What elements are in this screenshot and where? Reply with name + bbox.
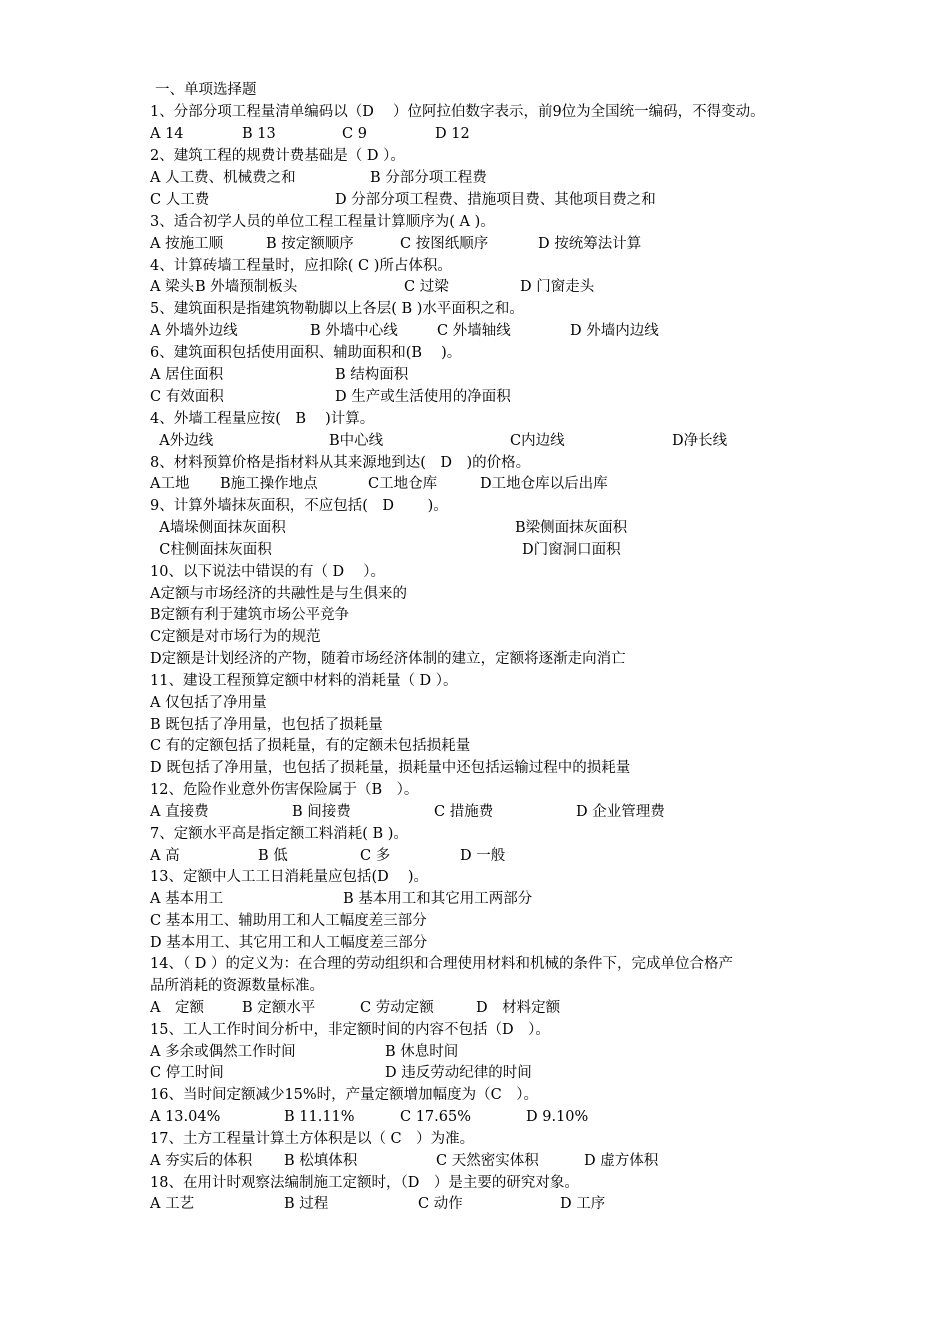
option-row (150, 1062, 532, 1084)
text-line (150, 779, 418, 801)
option-text: D净长线 (672, 433, 728, 449)
option-text: C 9 (342, 126, 367, 142)
option-text: C工地仓库 (368, 476, 438, 492)
text-line (150, 211, 495, 233)
text-line (150, 408, 374, 430)
line-text: 6、建筑面积包括使用面积、辅助面积和(B )。 (150, 345, 462, 361)
option-row (150, 997, 561, 1019)
option-text: C 劳动定额 (360, 1000, 434, 1016)
option-text: B 分部分项工程费 (370, 170, 487, 186)
line-text: 5、建筑面积是指建筑物勒脚以上各层( B )水平面积之和。 (150, 301, 524, 317)
text-line (150, 932, 427, 954)
line-text: C 基本用工、辅助用工和人工幅度差三部分 (150, 913, 427, 929)
option-text: A 多余或偶然工作时间 (150, 1044, 296, 1060)
option-row (150, 320, 659, 342)
option-text: B 结构面积 (335, 367, 409, 383)
option-row (150, 167, 487, 189)
option-row (150, 845, 506, 867)
text-line (150, 101, 765, 123)
option-text: B 13 (242, 126, 276, 142)
line-text: 3、适合初学人员的单位工程工程量计算顺序为( A )。 (150, 214, 495, 230)
option-row (150, 1106, 589, 1128)
line-text: 17、土方工程量计算土方体积是以（ C ）为准。 (150, 1131, 475, 1147)
option-text: B 外墙中心线 (310, 323, 398, 339)
option-text: B 外墙预制板头 (195, 279, 298, 295)
line-text: B定额有利于建筑市场公平竞争 (150, 607, 350, 623)
line-text: C 有的定额包括了损耗量，有的定额未包括损耗量 (150, 738, 471, 754)
text-line (150, 953, 733, 975)
option-text: D 企业管理费 (576, 804, 665, 820)
line-text: 13、定额中人工工日消耗量应包括(D )。 (150, 869, 428, 885)
option-text: C 有效面积 (150, 389, 224, 405)
option-text: B梁侧面抹灰面积 (515, 520, 628, 536)
option-text: C 外墙轴线 (437, 323, 511, 339)
option-text: A 外墙外边线 (150, 323, 238, 339)
option-text: A 基本用工 (150, 891, 224, 907)
line-text: 15、工人工作时间分析中，非定额时间的内容不包括（D ）。 (150, 1022, 550, 1038)
text-line (150, 604, 349, 626)
option-text: A工地 (150, 476, 190, 492)
text-line (150, 735, 470, 757)
option-text: A 梁头 (150, 279, 195, 295)
option-row (150, 189, 656, 211)
option-text: C 过梁 (404, 279, 449, 295)
option-row (150, 430, 728, 452)
section-title: 一、单项选择题 (155, 82, 257, 98)
text-line (150, 561, 385, 583)
option-text: B中心线 (329, 433, 384, 449)
text-line (150, 910, 427, 932)
line-text: 7、定额水平高是指定额工料消耗( B )。 (150, 826, 408, 842)
text-line (150, 583, 407, 605)
line-text: 18、在用计时观察法编制施工定额时，（D ）是主要的研究对象。 (150, 1175, 579, 1191)
option-text: C 按图纸顺序 (400, 236, 489, 252)
option-text: D 门窗走头 (520, 279, 595, 295)
text-line (150, 757, 630, 779)
line-text: B 既包括了净用量，也包括了损耗量 (150, 717, 383, 733)
option-row (150, 517, 628, 539)
option-text: C 多 (360, 848, 391, 864)
text-line (150, 670, 458, 692)
option-text: D 材料定额 (476, 1000, 561, 1016)
option-row (150, 276, 595, 298)
text-line (150, 1019, 550, 1041)
option-row (150, 386, 511, 408)
option-text: B 低 (258, 848, 288, 864)
option-text: C 天然密实体积 (436, 1153, 539, 1169)
option-row (150, 1041, 459, 1063)
line-text: D 基本用工、其它用工和人工幅度差三部分 (150, 935, 428, 951)
option-text: A 直接费 (150, 804, 209, 820)
option-row (150, 123, 470, 145)
option-text: D门窗洞口面积 (522, 542, 621, 558)
line-text: 9、计算外墙抹灰面积，不应包括( D )。 (150, 498, 448, 514)
line-text: 品所消耗的资源数量标准。 (150, 978, 324, 994)
line-text: 2、建筑工程的规费计费基础是（ D ）。 (150, 148, 405, 164)
option-text: B 基本用工和其它用工两部分 (343, 891, 533, 907)
option-text: D 外墙内边线 (570, 323, 659, 339)
option-text: B 按定额顺序 (266, 236, 354, 252)
text-line (150, 1084, 538, 1106)
line-text: A 仅包括了净用量 (150, 695, 267, 711)
line-text: 8、材料预算价格是指材料从其来源地到达( D )的价格。 (150, 455, 531, 471)
option-text: B 定额水平 (242, 1000, 316, 1016)
option-row (150, 1150, 659, 1172)
text-line (150, 452, 530, 474)
text-line (150, 823, 408, 845)
option-row (150, 888, 533, 910)
line-text: 12、危险作业意外伤害保险属于（B ）。 (150, 782, 419, 798)
text-line (150, 692, 267, 714)
option-text: C 17.65% (400, 1109, 471, 1125)
option-text: A 14 (150, 126, 184, 142)
text-line (150, 714, 383, 736)
option-text: D工地仓库以后出库 (480, 476, 608, 492)
line-text: 1、分部分项工程量清单编码以（D ）位阿拉伯数字表示，前9位为全国统一编码，不得变动。 (150, 104, 765, 120)
line-text: 10、以下说法中错误的有（ D ）。 (150, 564, 386, 580)
text-line (150, 1128, 474, 1150)
option-text: A 定额 (150, 1000, 204, 1016)
option-text: B 间接费 (292, 804, 351, 820)
line-text: A定额与市场经济的共融性是与生俱来的 (150, 586, 407, 602)
option-row (150, 1193, 606, 1215)
option-text: C 动作 (418, 1196, 463, 1212)
option-text: C 措施费 (434, 804, 494, 820)
option-text: D 虚方体积 (584, 1153, 659, 1169)
option-text: D 违反劳动纪律的时间 (385, 1065, 532, 1081)
option-text: D 一般 (460, 848, 506, 864)
option-text: B 过程 (284, 1196, 329, 1212)
option-text: D 分部分项工程费、措施项目费、其他项目费之和 (335, 192, 656, 208)
option-text: B 休息时间 (385, 1044, 459, 1060)
option-text: D 按统筹法计算 (538, 236, 642, 252)
option-text: D 12 (435, 126, 470, 142)
option-text: B 11.11% (284, 1109, 355, 1125)
line-text: 4、计算砖墙工程量时，应扣除( C )所占体积。 (150, 258, 452, 274)
option-text: A 按施工顺 (150, 236, 224, 252)
option-text: D 9.10% (526, 1109, 589, 1125)
option-text: D 生产或生活使用的净面积 (335, 389, 511, 405)
option-row (150, 233, 642, 255)
option-text: A外边线 (150, 433, 214, 449)
option-row (150, 539, 621, 561)
option-row (150, 364, 409, 386)
line-text: 14、（ D ）的定义为：在合理的劳动组织和合理使用材料和机械的条件下，完成单位合格产 (150, 956, 734, 972)
text-line (150, 342, 461, 364)
text-line (150, 255, 452, 277)
text-line (150, 975, 324, 997)
text-line (150, 648, 626, 670)
option-text: A 工艺 (150, 1196, 195, 1212)
option-row (150, 473, 608, 495)
option-text: C柱侧面抹灰面积 (150, 542, 272, 558)
text-line (150, 495, 448, 517)
line-text: D定额是计划经济的产物，随着市场经济体制的建立，定额将逐渐走向消亡 (150, 651, 626, 667)
option-text: A 人工费、机械费之和 (150, 170, 296, 186)
text-line (150, 866, 428, 888)
line-text: 16、当时间定额减少15%时，产量定额增加幅度为（C ）。 (150, 1087, 539, 1103)
option-text: A 居住面积 (150, 367, 224, 383)
option-text: B 松填体积 (284, 1153, 358, 1169)
option-row (150, 801, 665, 823)
text-line (150, 1172, 579, 1194)
text-line (150, 626, 321, 648)
line-text: C定额是对市场行为的规范 (150, 629, 321, 645)
option-text: A 高 (150, 848, 180, 864)
text-line (150, 145, 405, 167)
text-line (150, 298, 524, 320)
option-text: C 人工费 (150, 192, 210, 208)
line-text: D 既包括了净用量，也包括了损耗量，损耗量中还包括运输过程中的损耗量 (150, 760, 631, 776)
line-text: 4、外墙工程量应按( B )计算。 (150, 411, 375, 427)
option-text: A墙垛侧面抹灰面积 (150, 520, 286, 536)
option-text: B施工操作地点 (220, 476, 318, 492)
option-text: A 13.04% (150, 1109, 221, 1125)
option-text: C内边线 (510, 433, 565, 449)
option-text: A 夯实后的体积 (150, 1153, 253, 1169)
option-text: D 工序 (560, 1196, 606, 1212)
option-text: C 停工时间 (150, 1065, 224, 1081)
line-text: 11、建设工程预算定额中材料的消耗量（ D ）。 (150, 673, 458, 689)
